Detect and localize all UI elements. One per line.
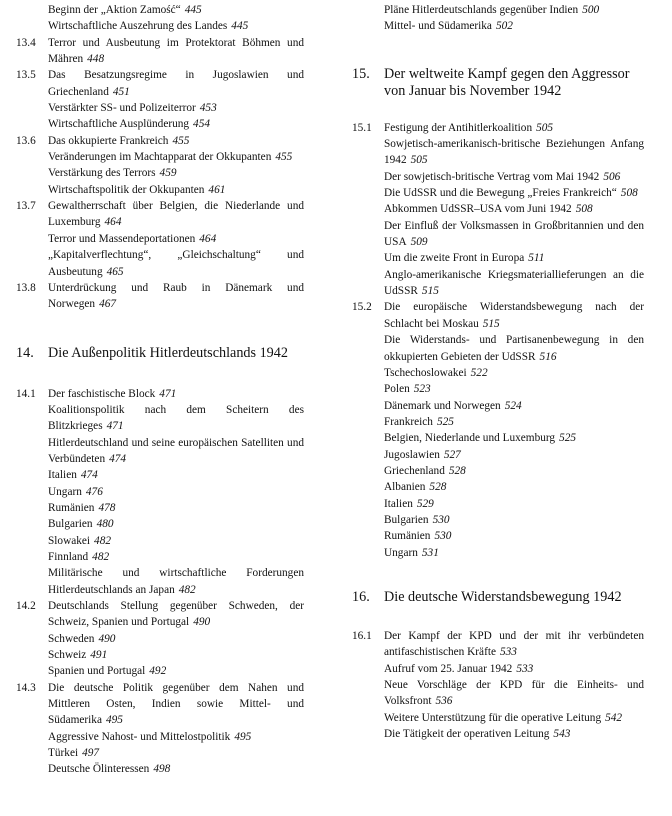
toc-subentry: Hitlerdeutschland und seine europäischen Satelliten und Verbündeten 474 <box>48 436 304 465</box>
toc-subentry: Italien 474 <box>48 469 98 482</box>
toc-section-13-7: 13.7 Gewaltherrschaft über Belgien, die Niederlande und Luxemburg 464 <box>16 200 304 229</box>
toc-subentry: Bulgarien 480 <box>48 518 114 531</box>
toc-subentry: Türkei 497 <box>48 747 100 760</box>
toc-subentry: Um die zweite Front in Europa 511 <box>384 252 545 265</box>
toc-right-column <box>352 2 644 742</box>
toc-subentry: Aufruf vom 25. Januar 1942 533 <box>384 662 534 675</box>
toc-subentry: Ungarn 531 <box>384 546 439 559</box>
toc-subentry: Wirtschaftspolitik der Okkupanten 461 <box>48 183 226 196</box>
toc-subentry: Rumänien 478 <box>48 501 116 514</box>
toc-subentry: Aggressive Nahost- und Mittelostpolitik 495 <box>48 730 252 743</box>
toc-subentry: Die UdSSR und die Bewegung „Freies Frankreich“ 508 <box>384 187 638 200</box>
toc-subentry: Dänemark und Norwegen 524 <box>384 399 522 412</box>
toc-section-13-5: 13.5 Das Besatzungsregime in Jugoslawien und Griechenland 451 <box>16 69 304 98</box>
toc-subentry: Koalitionspolitik nach dem Scheitern des Blitzkrieges 471 <box>48 403 304 433</box>
toc-subentry: Rumänien 530 <box>384 530 452 543</box>
toc-section-13-4: 13.4 Terror und Ausbeutung im Protektorat Böhmen und Mähren 448 <box>16 36 304 66</box>
toc-subentry: Die Widerstands- und Partisanenbewegung in den okkupierten Gebieten der UdSSR 516 <box>384 334 644 363</box>
toc-subentry: Finnland 482 <box>48 550 110 563</box>
toc-left-column <box>16 2 304 778</box>
toc-chapter-16: 16. Die deutsche Widerstandsbewegung 1942 <box>352 588 622 605</box>
toc-subentry: Militärische und wirtschaftliche Forderungen Hitlerdeutschlands an Japan 482 <box>48 567 304 596</box>
toc-subentry: Der sowjetisch-britische Vertrag vom Mai 1942 506 <box>384 170 621 183</box>
toc-subentry: Verstärkter SS- und Polizeiterror 453 <box>48 102 217 115</box>
toc-subentry: Anglo-amerikanische Kriegsmateriallieferungen an die UdSSR 515 <box>384 268 644 298</box>
toc-chapter-15: 15. Der weltweite Kampf gegen den Aggressor von Januar bis November 1942 <box>352 65 630 99</box>
toc-section-14-3: 14.3 Die deutsche Politik gegenüber dem Nahen und Mittleren Osten, Indien sowie Mittel- und Südamerika 495 <box>16 681 304 727</box>
toc-subentry: Wirtschaftliche Ausplünderung 454 <box>48 118 210 131</box>
toc-subentry: Wirtschaftliche Auszehrung des Landes 445 <box>48 20 249 33</box>
toc-subentry: Italien 529 <box>384 497 434 510</box>
toc-subentry: Polen 523 <box>384 383 431 396</box>
toc-subentry: Tschechoslowakei 522 <box>384 366 488 379</box>
toc-section-13-6: 13.6 Das okkupierte Frankreich 455 <box>16 134 190 147</box>
toc-section-14-2: 14.2 Deutschlands Stellung gegenüber Schweden, der Schweiz, Spanien und Portugal 490 <box>16 600 304 629</box>
toc-chapter-14: 14. Die Außenpolitik Hitlerdeutschlands 1942 <box>16 344 288 361</box>
toc-subentry: Deutsche Ölinteressen 498 <box>48 763 171 776</box>
toc-subentry: Schweiz 491 <box>48 649 108 662</box>
toc-subentry: Der Einfluß der Volksmassen in Großbritannien und den USA 509 <box>384 219 644 249</box>
toc-subentry: Albanien 528 <box>384 481 447 494</box>
toc-subentry: Sowjetisch-amerikanisch-britische Beziehungen Anfang 1942 505 <box>384 138 644 167</box>
toc-subentry: Veränderungen im Machtapparat der Okkupanten 455 <box>48 151 293 164</box>
toc-subentry: Beginn der „Aktion Zamość“ 445 <box>48 4 202 16</box>
toc-subentry: „Kapitalverflechtung“, „Gleichschaltung“ und Ausbeutung 465 <box>48 249 304 278</box>
toc-subentry: Abkommen UdSSR–USA vom Juni 1942 508 <box>384 203 593 216</box>
toc-section-15-1: 15.1 Festigung der Antihitlerkoalition 505 <box>352 121 554 134</box>
toc-subentry: Pläne Hitlerdeutschlands gegenüber Indien 500 <box>384 4 600 16</box>
toc-subentry: Slowakei 482 <box>48 534 111 547</box>
toc-subentry: Schweden 490 <box>48 632 116 645</box>
toc-subentry: Jugoslawien 527 <box>384 448 461 461</box>
toc-section-16-1: 16.1 Der Kampf der KPD und der mit ihr verbündeten antifaschistischen Kräfte 533 <box>352 629 644 659</box>
toc-subentry: Spanien und Portugal 492 <box>48 665 167 678</box>
toc-subentry: Belgien, Niederlande und Luxemburg 525 <box>384 432 577 445</box>
toc-subentry: Terror und Massendeportationen 464 <box>48 232 217 245</box>
toc-subentry: Verstärkung des Terrors 459 <box>48 167 177 180</box>
toc-subentry: Griechenland 528 <box>384 464 466 477</box>
toc-subentry: Bulgarien 530 <box>384 513 450 526</box>
toc-section-15-2: 15.2 Die europäische Widerstandsbewegung nach der Schlacht bei Moskau 515 <box>352 301 644 330</box>
toc-section-14-1: 14.1 Der faschistische Block 471 <box>16 387 177 400</box>
toc-subentry: Ungarn 476 <box>48 485 103 498</box>
toc-subentry: Die Tätigkeit der operativen Leitung 543 <box>384 728 571 741</box>
toc-subentry: Mittel- und Südamerika 502 <box>384 20 513 33</box>
toc-section-13-8: 13.8 Unterdrückung und Raub in Dänemark und Norwegen 467 <box>16 281 304 311</box>
toc-subentry: Weitere Unterstützung für die operative Leitung 542 <box>384 711 623 724</box>
toc-subentry: Frankreich 525 <box>384 415 454 428</box>
toc-subentry: Neue Vorschläge der KPD für die Einheits- und Volksfront 536 <box>384 679 644 708</box>
